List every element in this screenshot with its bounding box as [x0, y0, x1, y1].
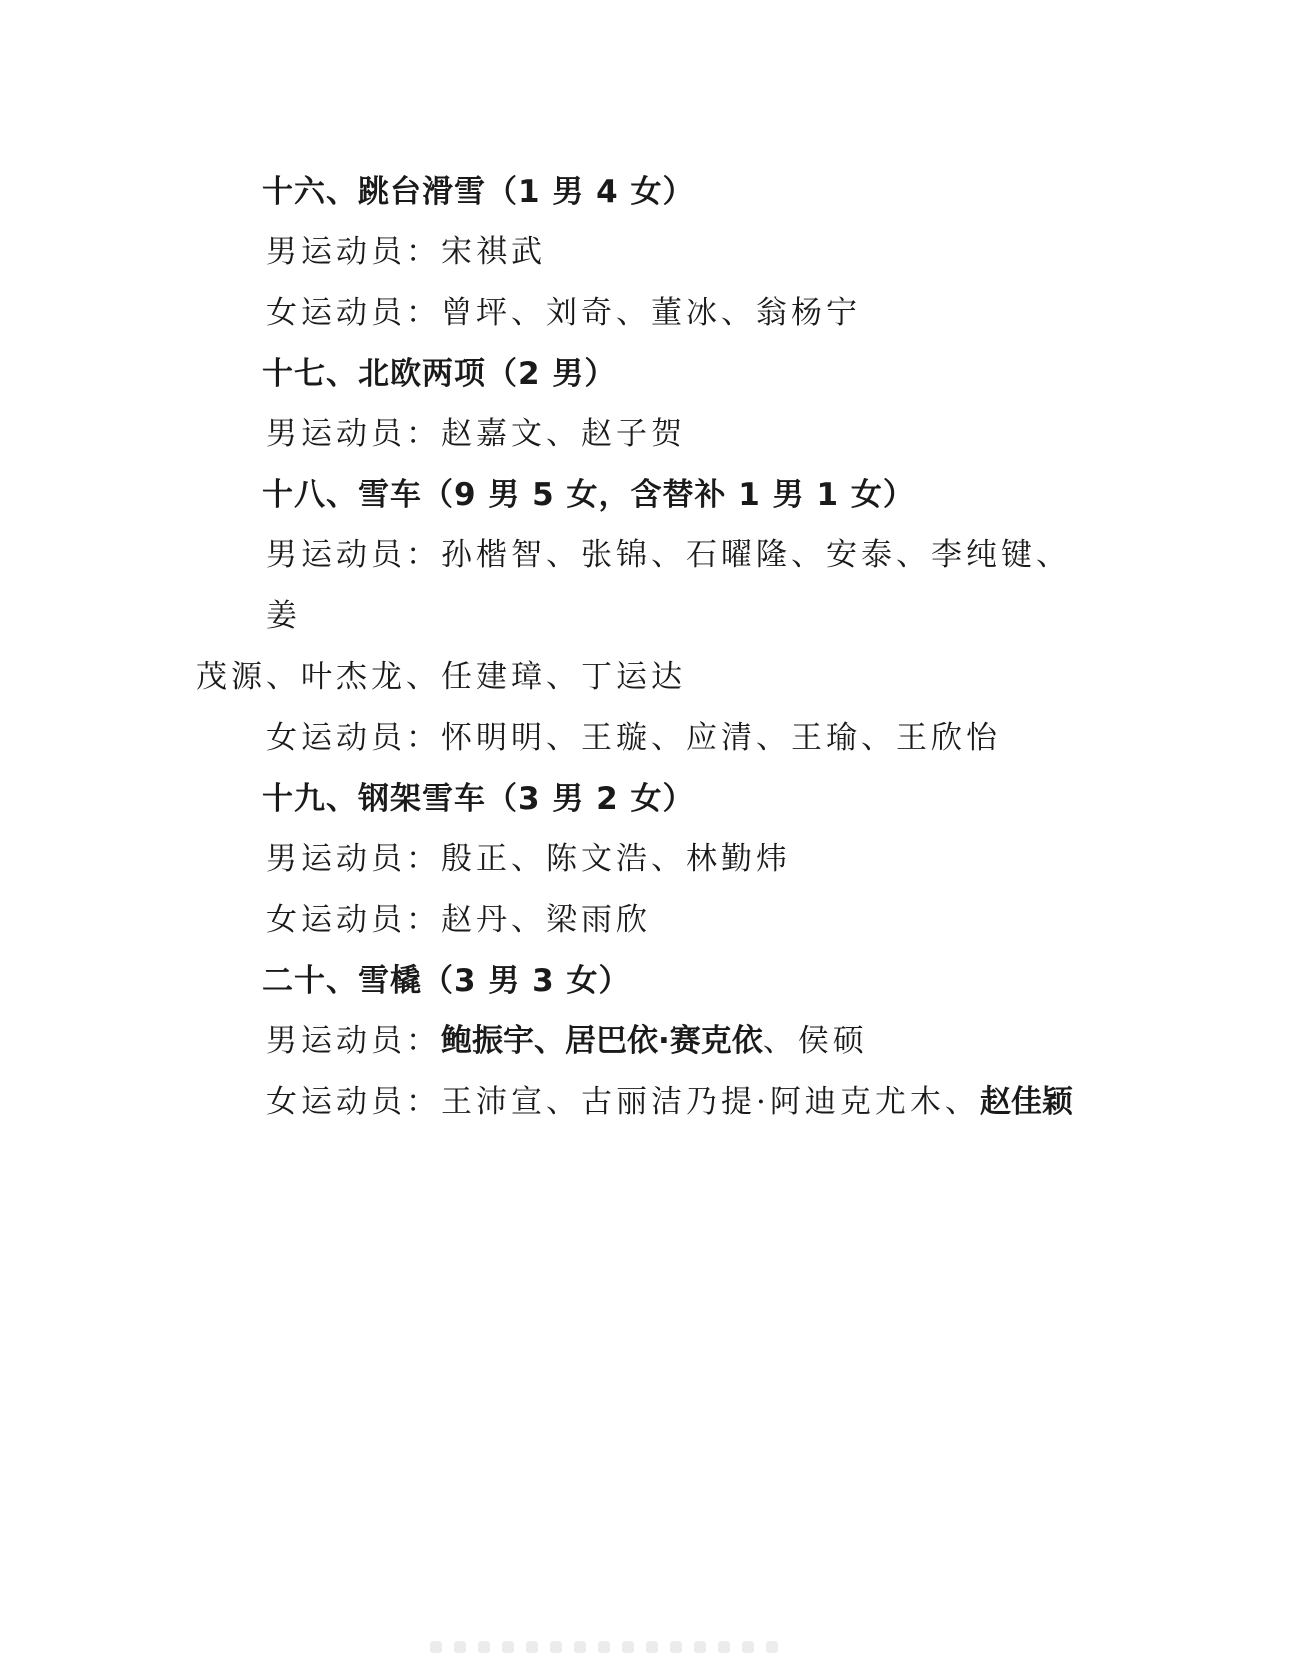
section-title-skeleton: 十九、钢架雪车（3 男 2 女） [262, 781, 695, 817]
men-names: 孙楷智、张锦、石曜隆、安泰、李纯键、姜 [266, 537, 1071, 634]
men-label: 男运动员： [266, 234, 441, 270]
men-names: 殷正、陈文浩、林勤炜 [441, 841, 791, 877]
men-label: 男运动员： [266, 416, 441, 452]
men-athletes-line [196, 404, 1096, 465]
women-names: 赵丹、梁雨欣 [441, 902, 651, 938]
men-names-continued: 茂源、叶杰龙、任建璋、丁运达 [196, 659, 686, 695]
women-athletes-line [196, 283, 1096, 344]
women-label: 女运动员： [266, 902, 441, 938]
women-names-bold: 赵佳颖 [979, 1084, 1073, 1120]
women-label: 女运动员： [266, 1084, 441, 1120]
section-title-bobsleigh: 十八、雪车（9 男 5 女，含替补 1 男 1 女） [262, 477, 915, 513]
men-label: 男运动员： [266, 841, 441, 877]
men-athletes-line-continued [196, 647, 1096, 708]
men-athletes-line [196, 829, 1096, 890]
women-names-rest: 王沛宣、古丽洁乃提·阿迪克尤木、 [441, 1084, 980, 1120]
men-names-rest: 、侯硕 [762, 1023, 868, 1059]
faint-watermark [430, 1640, 860, 1654]
women-athletes-line [196, 1072, 1096, 1133]
men-names-bold: 鲍振宇、居巴依·赛克依 [441, 1023, 763, 1059]
men-names: 赵嘉文、赵子贺 [441, 416, 686, 452]
men-names: 宋祺武 [441, 234, 546, 270]
men-athletes-line [196, 1011, 1096, 1072]
women-label: 女运动员： [266, 295, 441, 331]
athlete-list [196, 162, 1096, 1133]
section-title-luge: 二十、雪橇（3 男 3 女） [262, 963, 631, 999]
section-title-ski-jumping: 十六、跳台滑雪（1 男 4 女） [262, 174, 695, 210]
men-athletes-line [196, 222, 1096, 283]
women-athletes-line [196, 708, 1096, 769]
men-label: 男运动员： [266, 537, 441, 573]
women-athletes-line [196, 890, 1096, 951]
women-names: 怀明明、王璇、应清、王瑜、王欣怡 [441, 720, 1001, 756]
women-label: 女运动员： [266, 720, 441, 756]
section-title-nordic-combined: 十七、北欧两项（2 男） [262, 356, 617, 392]
women-names: 曾坪、刘奇、董冰、翁杨宁 [441, 295, 861, 331]
men-label: 男运动员： [266, 1023, 441, 1059]
men-athletes-line [196, 525, 1096, 647]
